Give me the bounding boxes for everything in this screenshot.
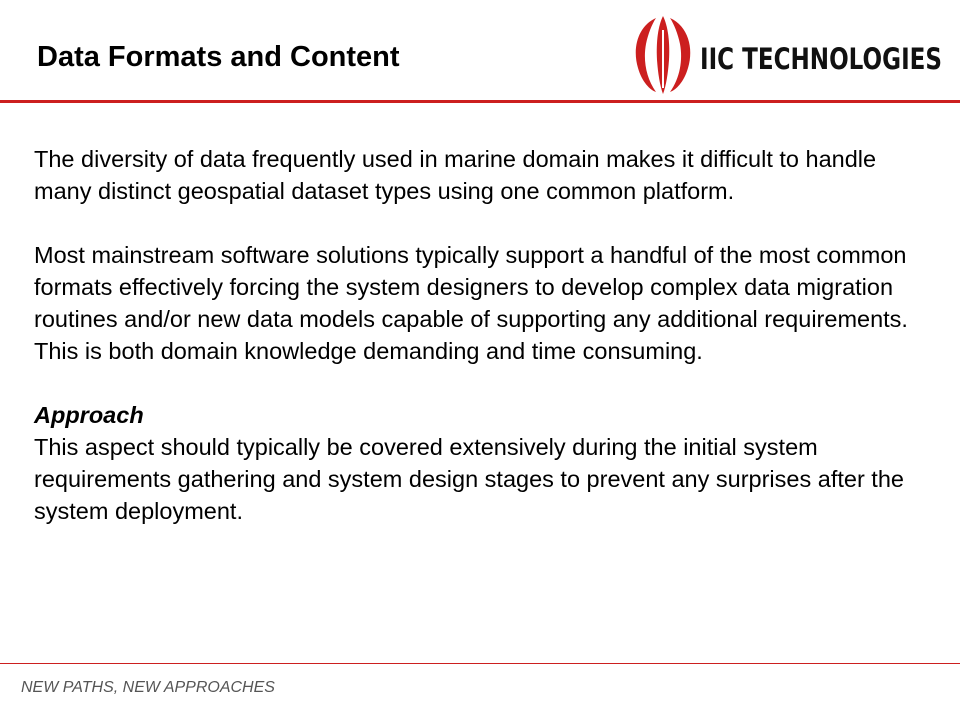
slide-body xyxy=(34,143,914,527)
approach-section xyxy=(34,399,914,527)
logo-text: IIC TECHNOLOGIES xyxy=(700,42,942,76)
approach-text: This aspect should typically be covered extensively during the initial system requirements gathering and system design stages to prevent any surprises after the system deployment. xyxy=(34,434,904,524)
paragraph-1: The diversity of data frequently used in marine domain makes it difficult to handle many distinct geospatial dataset types using one common platform. xyxy=(34,146,877,204)
footer-divider xyxy=(0,663,960,664)
header-divider xyxy=(0,100,960,103)
paragraph-2: Most mainstream software solutions typically support a handful of the most common formats effectively forcing the system designers to develop complex data migration routines and/or new data models capable of supporting any additional requirements. This is both domain knowledge demanding and time consuming. xyxy=(34,242,908,364)
slide-title: Data Formats and Content xyxy=(37,41,400,73)
approach-heading: Approach xyxy=(34,402,144,428)
flame-logo-icon xyxy=(636,16,691,94)
footer-tagline: NEW PATHS, NEW APPROACHES xyxy=(21,679,275,696)
company-logo xyxy=(634,14,946,96)
